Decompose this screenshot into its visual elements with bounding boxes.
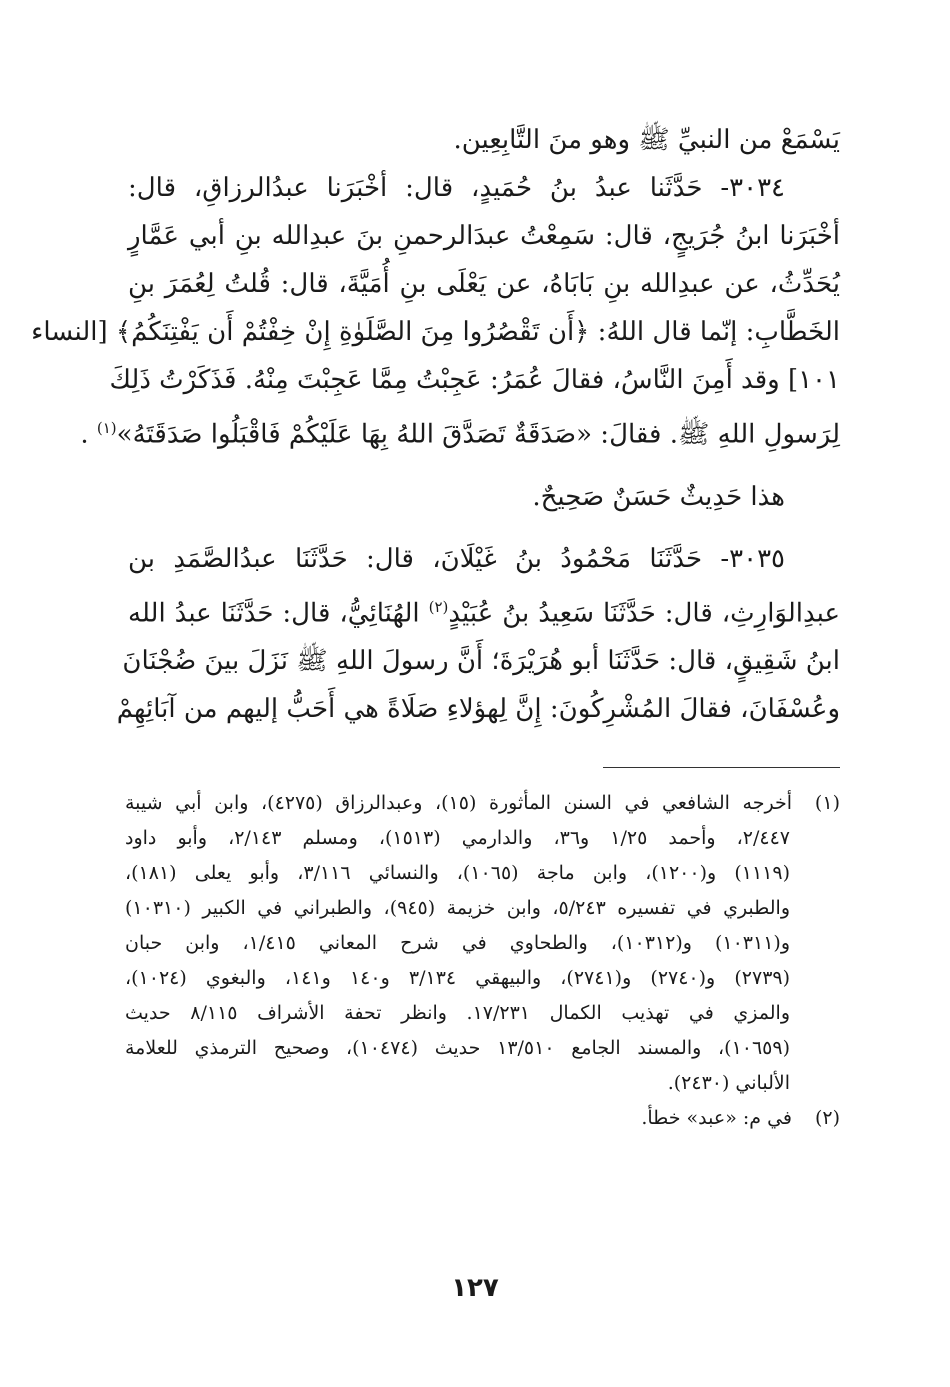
footnote-1-line <box>125 786 840 821</box>
footnote-1-line: والطبري في تفسيره ٥/٢٤٣، وابن خزيمة (٩٤٥)، والطبراني في الكبير (١٠٣١٠) <box>125 897 790 919</box>
text-segment: عبدِالوَارِثِ، قال: حَدَّثَنَا سَعِيدُ بنُ عُبَيْدٍ <box>448 598 840 629</box>
hadith-3034-line: ٣٠٣٤- حَدَّثَنا عبدُ بنُ حُمَيدٍ، قال: أخْبَرَنا عبدُالرزاقِ، قال: <box>128 173 785 203</box>
quran-quote-line: الخَطَّابِ: إنّما قال اللهُ: ﴿أَن تَقْصُرُوا مِنَ الصَّلَوٰةِ إِنْ خِفْتُمْ أَن يَفْتِنَكُمُ﴾ [النساء <box>31 317 840 347</box>
footnote-1-line: الألباني (٢٤٣٠). <box>667 1072 790 1094</box>
text-line: وعُسْفَانَ، فقالَ المُشْرِكُونَ: إِنَّ لِهؤلاءِ صَلَاةً هي أَحَبُّ إليهم من آبَائِهِمْ <box>116 694 840 725</box>
footnote-text: أخرجه الشافعي في السنن المأثورة (١٥)، وعبدالرزاق (٤٢٧٥)، وابن أبي شيبة <box>125 792 792 814</box>
footnote-separator <box>603 767 840 768</box>
text-line: ١٠١] وقد أَمِنَ النَّاسُ، فقالَ عُمَرُ: عَجِبْتُ مِمَّا عَجِبْتَ مِنْهُ. فَذَكَرْتُ ذَلِكَ <box>109 365 840 395</box>
footnote-1-line: (٢٧٣٩) و(٢٧٤٠) و(٢٧٤١)، والبيهقي ٣/١٣٤ و١٤٠ و١٤١، والبغوي (١٠٢٤)، <box>125 967 791 989</box>
footnote-1-line: (١١١٩) و(١٢٠٠)، وابن ماجة (١٠٦٥)، والنسائي ٣/١١٦، وأبو يعلى (١٨١)، <box>125 862 790 884</box>
text-line: يَسْمَعْ من النبيِّ ﷺ وهو منَ التَّابِعِين. <box>453 125 840 155</box>
page-number: ١٢٧ <box>451 1273 499 1303</box>
footnote-ref-2: (٢) <box>428 597 449 616</box>
footnote-1-line: ٢/٤٤٧، وأحمد ١/٢٥ و٣٦، والدارمي (١٥١٣)، ومسلم ٢/١٤٣، وأبو داود <box>125 827 790 849</box>
footnote-1-line: والمزي في تهذيب الكمال ١٧/٢٣١. وانظر تحفة الأشراف ٨/١١٥ حديث <box>125 1002 790 1024</box>
footnote-2-line <box>125 1101 840 1136</box>
main-text <box>31 116 840 733</box>
hadith-3035-line: ٣٠٣٥- حَدَّثَنَا مَحْمُودُ بنُ غَيْلَانَ، قال: حَدَّثَنَا عبدُالصَّمَدِ بن <box>128 543 785 574</box>
text-line: أخْبَرَنا ابنُ جُرَيجٍ، قال: سَمِعْتُ عبدَالرحمنِ بنَ عبدِالله بنِ أبي عَمَّارٍ <box>128 221 840 251</box>
text-line <box>80 404 840 459</box>
text-segment: لِرَسولِ اللهِ ﷺ. فقالَ: «صَدَقَةٌ تَصَدَّقَ اللهُ بِهَا عَلَيْكُمْ فَاقْبَلُوا صَدَقَتَهُ» <box>116 419 840 450</box>
footnote-ref-1: (١) <box>96 419 117 437</box>
footnote-1-line: (١٠٦٥٩)، والمسند الجامع ١٣/٥١٠ حديث (١٠٤٧٤)، وصحيح الترمذي للعلامة <box>125 1037 791 1059</box>
footnotes <box>125 786 840 1136</box>
text-line: يُحَدِّثُ، عن عبدِالله بنِ بَابَاهُ، عن يَعْلَى بنِ أُمَيَّةَ، قال: قُلتُ لِعُمَرَ بنِ <box>128 269 840 299</box>
footnote-text: في م: «عبد» خطأ. <box>641 1107 792 1129</box>
footnote-2-number: (٢) <box>814 1107 840 1129</box>
text-line <box>128 583 840 638</box>
footnote-1-line: و(١٠٣١١) و(١٠٣١٢)، والطحاوي في شرح المعاني ١/٤١٥، وابن حبان <box>125 932 790 954</box>
text-line: ابنُ شَقِيقٍ، قال: حَدَّثَنَا أبو هُرَيْرَةَ؛ أَنَّ رسولَ اللهِ ﷺ نَزَلَ بينَ ضُجْنَانَ <box>122 646 840 677</box>
footnote-1-number: (١) <box>814 792 840 814</box>
hadith-grade: هذا حَدِيثٌ حَسَنٌ صَحِيحٌ. <box>532 481 785 512</box>
text-segment: الهُنَائِيُّ، قال: حَدَّثَنَا عبدُ الله <box>128 598 420 629</box>
text-segment: . <box>80 419 97 450</box>
